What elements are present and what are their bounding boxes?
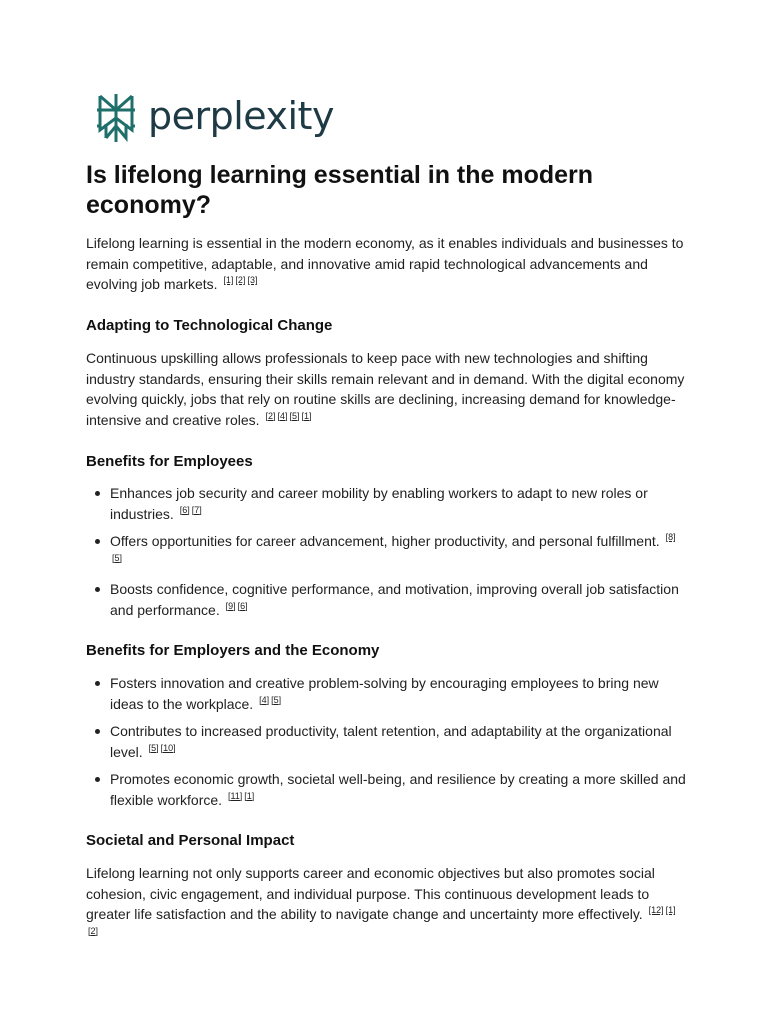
citation-link[interactable]: [3] — [247, 275, 258, 285]
section-heading-employers: Benefits for Employers and the Economy — [86, 642, 380, 659]
section-heading-societal: Societal and Personal Impact — [86, 832, 295, 849]
citation-link[interactable]: [11] — [227, 790, 243, 801]
list-item-text: Fosters innovation and creative problem-solving by encouraging employees to bring new ideas to the workplace. — [110, 675, 659, 712]
citation-link[interactable]: [9] — [225, 600, 236, 611]
citation-link[interactable]: [2] — [88, 925, 99, 936]
list-item — [86, 673, 686, 714]
list-item — [86, 579, 686, 620]
list-item-text: Promotes economic growth, societal well-being, and resilience by creating a more skilled and flexible workforce. — [110, 771, 686, 808]
citation-link[interactable]: [6] — [179, 504, 190, 515]
citation-link[interactable]: [2] — [265, 410, 276, 421]
list-item-text: Enhances job security and career mobility by enabling workers to adapt to new roles or industries. — [110, 485, 648, 522]
brand-logo — [94, 92, 334, 144]
list-item-text: Offers opportunities for career advancement, higher productivity, and personal fulfillment. — [110, 533, 660, 549]
section-heading-employees: Benefits for Employees — [86, 453, 253, 470]
intro-paragraph — [86, 233, 686, 295]
citation-link[interactable]: [5] — [289, 410, 300, 421]
citation-link[interactable]: [10] — [160, 742, 176, 753]
citation-link[interactable]: [4] — [277, 410, 288, 421]
citation-link[interactable]: [1] — [244, 790, 255, 801]
citation-link[interactable]: [6] — [237, 600, 248, 611]
tech-change-text: Continuous upskilling allows professionals to keep pace with new technologies and shifting industry standards, ensuring their skills remain relevant and in demand. With the digital economy evolving quickly, jobs that rely on routine skills are declining, increasing demand for knowledge-intensive and creative roles. — [86, 350, 685, 428]
citation-link[interactable]: [5] — [148, 742, 159, 753]
list-item-text: Boosts confidence, cognitive performance, and motivation, improving overall job satisfaction and performance. — [110, 581, 679, 618]
employees-benefits-list — [86, 483, 686, 620]
perplexity-logo-icon — [94, 92, 138, 144]
citation-link[interactable]: [5] — [112, 552, 123, 563]
citation-link[interactable]: [8] — [665, 532, 676, 542]
list-item — [86, 721, 686, 762]
citation-link[interactable]: [1] — [223, 275, 234, 285]
societal-text: Lifelong learning not only supports career and economic objectives but also promotes social cohesion, civic engagement, and individual purpose. This continuous development leads to greater life satisfaction and the ability to navigate change and uncertainty more effectively. — [86, 865, 655, 922]
list-item-text: Contributes to increased productivity, talent retention, and adaptability at the organizational level. — [110, 723, 672, 760]
citation-link[interactable]: [2] — [235, 275, 246, 285]
list-item — [86, 769, 686, 810]
intro-text: Lifelong learning is essential in the modern economy, as it enables individuals and businesses to remain competitive, adaptable, and innovative amid rapid technological advancements and evolving job markets. — [86, 235, 684, 292]
brand-name: perplexity — [148, 94, 334, 138]
page-title: Is lifelong learning essential in the modern economy? — [86, 161, 594, 219]
citation-link[interactable]: [1] — [301, 410, 312, 421]
societal-paragraph — [86, 863, 686, 945]
list-item — [86, 483, 686, 524]
tech-change-paragraph — [86, 348, 686, 430]
section-heading-tech-change: Adapting to Technological Change — [86, 317, 333, 334]
citation-link[interactable]: [7] — [191, 504, 202, 515]
citation-link[interactable]: [4] — [259, 694, 270, 705]
citation-link[interactable]: [5] — [271, 694, 282, 705]
employers-benefits-list — [86, 673, 686, 810]
citation-link[interactable]: [12] — [648, 905, 664, 915]
citation-link[interactable]: [1] — [665, 905, 676, 915]
list-item — [86, 531, 686, 572]
